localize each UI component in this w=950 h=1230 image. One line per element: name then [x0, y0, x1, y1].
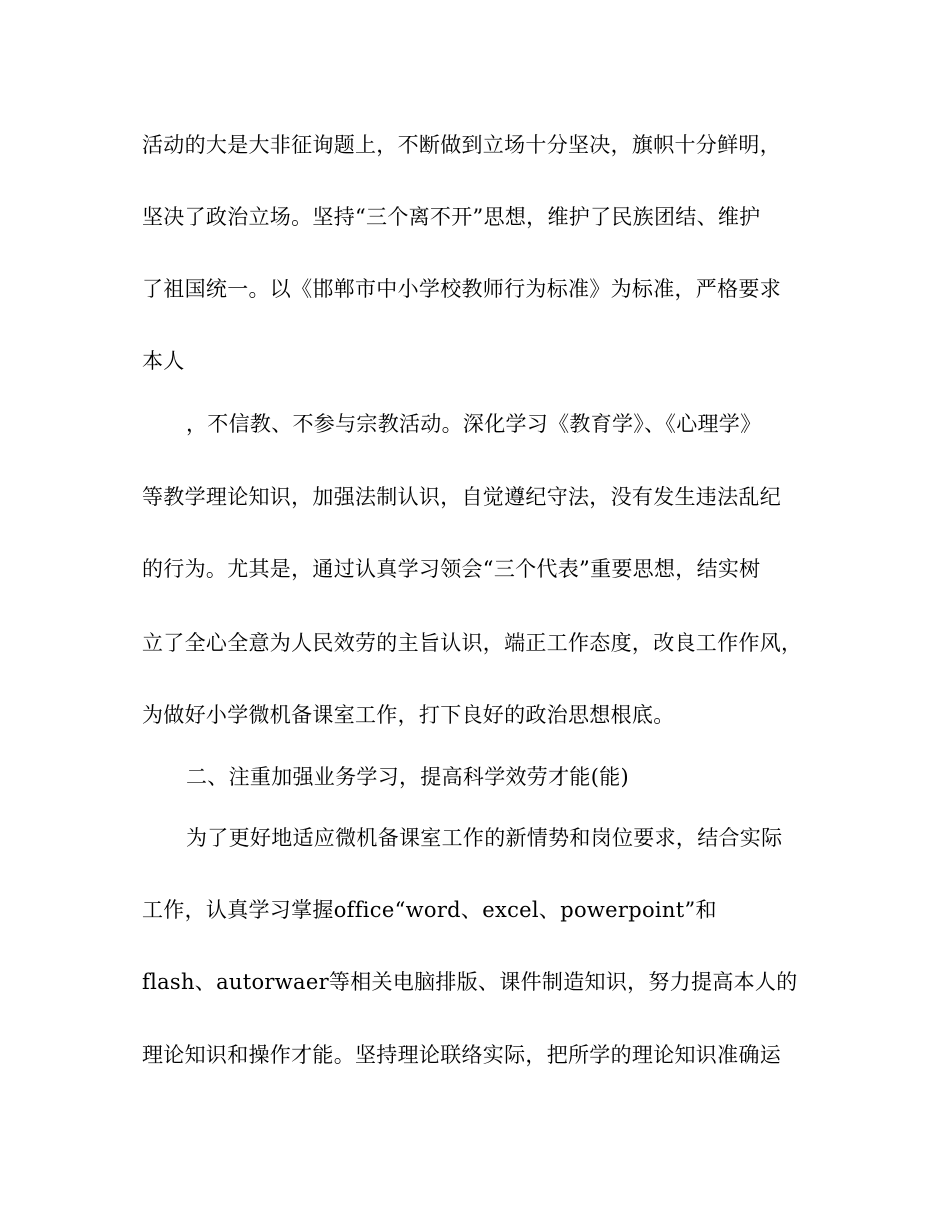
paragraph-line: 的行为。尤其是，通过认真学习领会“三个代表”重要思想，结实树: [142, 557, 761, 581]
paragraph-line: 坚决了政治立场。坚持“三个离不开”思想，维护了民族团结、维护: [142, 205, 761, 229]
paragraph-line: 立了全心全意为人民效劳的主旨认识，端正工作态度，改良工作作风，: [142, 631, 803, 655]
paragraph-line: 为做好小学微机备课室工作，打下良好的政治思想根底。: [142, 703, 675, 727]
paragraph-line: 理论知识和操作才能。坚持理论联络实际，把所学的理论知识准确运: [142, 1043, 781, 1067]
paragraph-line: flash、autorwaer等相关电脑排版、课件制造知识，努力提高本人的: [142, 970, 798, 994]
paragraph-line: 工作，认真学习掌握office“word、excel、powerpoint”和: [142, 898, 717, 922]
paragraph-line: 了祖国统一。以《邯郸市中小学校教师行为标准》为标准，严格要求: [142, 277, 781, 301]
paragraph-line: 活动的大是大非征询题上，不断做到立场十分坚决，旗帜十分鲜明，: [142, 133, 781, 157]
paragraph-line: 本人: [142, 349, 185, 373]
paragraph-line: ，不信教、不参与宗教活动。深化学习《教育学》、《心理学》: [186, 412, 762, 436]
section-heading: 二、注重加强业务学习，提高科学效劳才能(能): [186, 765, 629, 789]
paragraph-line: 等教学理论知识，加强法制认识，自觉遵纪守法，没有发生违法乱纪: [142, 485, 781, 509]
paragraph-line: 为了更好地适应微机备课室工作的新情势和岗位要求，结合实际: [186, 826, 783, 850]
